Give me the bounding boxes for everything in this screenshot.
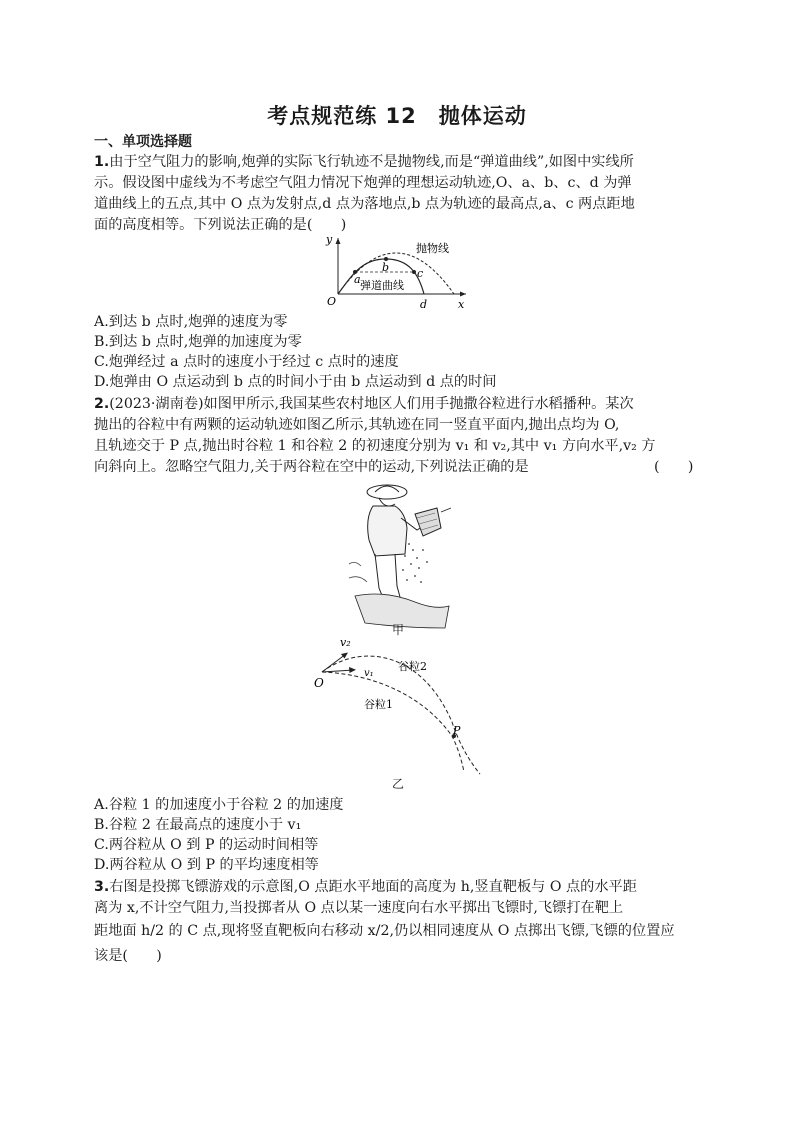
q3-line-4: 该是( ): [94, 948, 162, 964]
q2-option-b: B.谷粒 2 在最高点的速度小于 v₁: [94, 817, 302, 833]
q1-x-label: x: [458, 298, 465, 311]
q1-option-d: D.炮弹由 O 点运动到 b 点的时间小于由 b 点运动到 d 点的时间: [94, 374, 497, 390]
q1-parabola-label: 抛物线: [416, 242, 449, 255]
q2-point-p: P: [453, 724, 461, 737]
q2-option-c: C.两谷粒从 O 到 P 的运动时间相等: [94, 837, 319, 853]
page-title: 考点规范练 12 抛体运动: [267, 104, 527, 128]
q1-option-b: B.到达 b 点时,炮弹的加速度为零: [94, 334, 302, 350]
q2-line-4: 向斜向上。忽略空气阻力,关于两谷粒在空中的运动,下列说法正确的是: [94, 459, 529, 475]
q2-line-1: 2.(2023·湖南卷)如图甲所示,我国某些农村地区人们用手抛撒谷粒进行水稻播种。某次: [94, 396, 634, 412]
q3-line-1: 3.右图是投掷飞镖游戏的示意图,O 点距水平地面的高度为 h,竖直靶板与 O 点的水平距: [94, 879, 637, 895]
q2-figure-b-caption: 乙: [392, 777, 405, 791]
q2-number: 2.: [94, 396, 110, 412]
q1-y-label: y: [326, 233, 333, 246]
q2-trajectory-figure: [312, 632, 487, 792]
q1-number: 1.: [94, 154, 110, 170]
q1-line-2: 示。假设图中虚线为不考虑空气阻力情况下炮弹的理想运动轨迹,O、a、b、c、d 为弹: [94, 175, 632, 191]
q1-ballistic-label: 弹道曲线: [360, 279, 404, 292]
q1-line-4: 面的高度相等。下列说法正确的是( ): [94, 217, 347, 233]
q3-line-3: 距地面 h/2 的 C 点,现将竖直靶板向右移动 x/2,仍以相同速度从 O 点掷出飞镖,飞镖的位置应: [94, 923, 675, 939]
q1-point-c: c: [417, 267, 424, 280]
q1-origin-label: O: [327, 295, 337, 308]
q1-line-1: 1.由于空气阻力的影响,炮弹的实际飞行轨迹不是抛物线,而是“弹道曲线”,如图中实线所: [94, 154, 634, 170]
q1-point-b: b: [382, 261, 390, 274]
q2-line-2: 抛出的谷粒中有两颗的运动轨迹如图乙所示,其轨迹在同一竖直平面内,抛出点均为 O,: [94, 417, 620, 433]
q2-v1-label: v₁: [364, 668, 374, 679]
q2-figure-a-caption: 甲: [392, 623, 405, 637]
q1-option-c: C.炮弹经过 a 点时的速度小于经过 c 点时的速度: [94, 354, 399, 370]
q2-grain1-label: 谷粒1: [364, 698, 393, 711]
q1-point-d: d: [420, 298, 428, 311]
q2-grain2-label: 谷粒2: [398, 660, 427, 673]
q2-line-3: 且轨迹交于 P 点,抛出时谷粒 1 和谷粒 2 的初速度分别为 v₁ 和 v₂,其中 v₁ 方向水平,v₂ 方: [94, 438, 656, 454]
q3-line-2: 离为 x,不计空气阻力,当投掷者从 O 点以某一速度向右水平掷出飞镖时,飞镖打在靶上: [94, 900, 624, 916]
q2-option-d: D.两谷粒从 O 到 P 的平均速度相等: [94, 857, 319, 873]
q1-point-a: a: [354, 273, 361, 286]
q2-origin-label: O: [314, 676, 324, 690]
q3-number: 3.: [94, 879, 110, 895]
q1-line-3: 道曲线上的五点,其中 O 点为发射点,d 点为落地点,b 点为轨迹的最高点,a、c 两点距地: [94, 196, 635, 212]
q2-answer-paren: ( ): [654, 459, 694, 475]
q1-option-a: A.到达 b 点时,炮弹的速度为零: [94, 314, 288, 330]
section-heading: 一、单项选择题: [94, 134, 192, 150]
q1-trajectory-figure: [318, 232, 478, 312]
q2-v2-label: v₂: [340, 636, 351, 649]
q2-option-a: A.谷粒 1 的加速度小于谷粒 2 的加速度: [94, 797, 344, 813]
